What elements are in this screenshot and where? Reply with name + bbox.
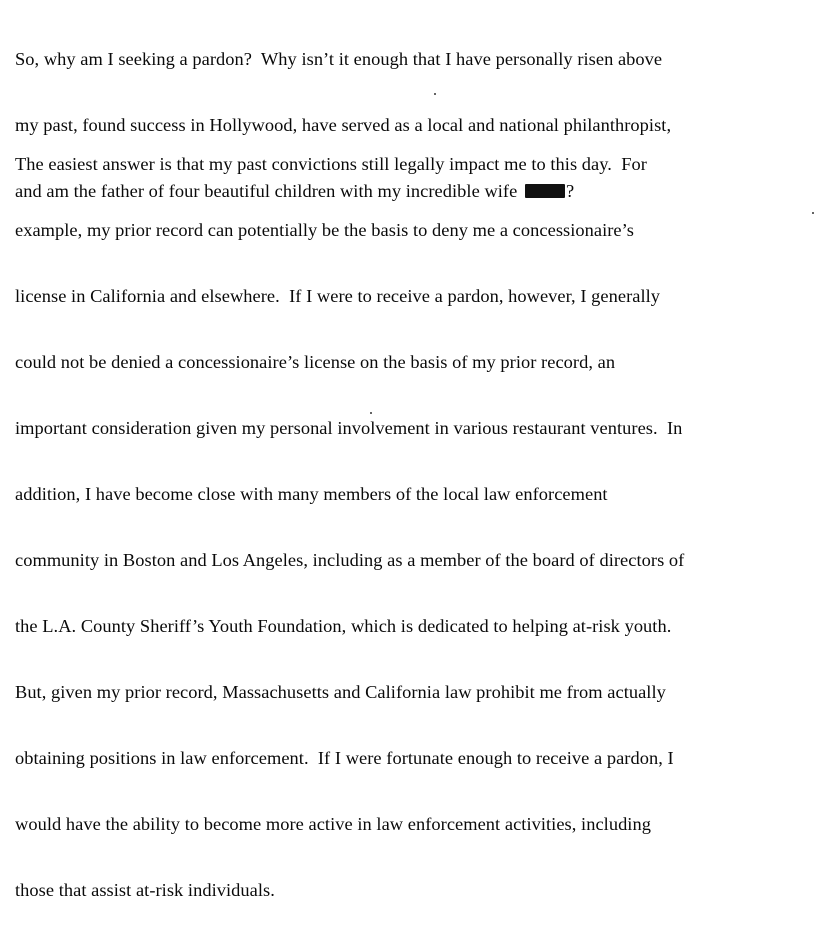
paragraph-line: the L.A. County Sheriff’s Youth Foundation, which is dedicated to helping at-risk youth. <box>15 616 672 636</box>
paragraph-line: example, my prior record can potentially be the basis to deny me a concessionaire’s <box>15 220 635 240</box>
paragraph-line: community in Boston and Los Angeles, including as a member of the board of directors of <box>15 550 685 570</box>
paragraph-line: could not be denied a concessionaire’s license on the basis of my prior record, an <box>15 352 616 372</box>
paragraph-line: my past, found success in Hollywood, have served as a local and national philanthropist, <box>15 115 672 135</box>
scan-speck <box>812 212 814 214</box>
paragraph-line: license in California and elsewhere. If I were to receive a pardon, however, I generally <box>15 286 661 306</box>
paragraph-line: would have the ability to become more active in law enforcement activities, including <box>15 814 651 834</box>
paragraph-line: those that assist at-risk individuals. <box>15 880 275 900</box>
paragraph-line-text: and am the father of four beautiful children with my incredible wife <box>15 181 522 201</box>
paragraph-line: obtaining positions in law enforcement. If I were fortunate enough to receive a pardon, I <box>15 748 674 768</box>
scan-speck <box>434 93 436 95</box>
paragraph-2 <box>15 109 684 945</box>
scan-speck <box>370 412 372 414</box>
paragraph-line: important consideration given my personal involvement in various restaurant ventures. In <box>15 418 683 438</box>
paragraph-line: But, given my prior record, Massachusetts and California law prohibit me from actually <box>15 682 666 702</box>
paragraph-line: So, why am I seeking a pardon? Why isn’t it enough that I have personally risen above <box>15 49 663 69</box>
paragraph-line: The easiest answer is that my past convictions still legally impact me to this day. For <box>15 154 647 174</box>
paragraph-line: addition, I have become close with many members of the local law enforcement <box>15 484 608 504</box>
paragraph-line-trailing-text: ? <box>565 181 575 201</box>
